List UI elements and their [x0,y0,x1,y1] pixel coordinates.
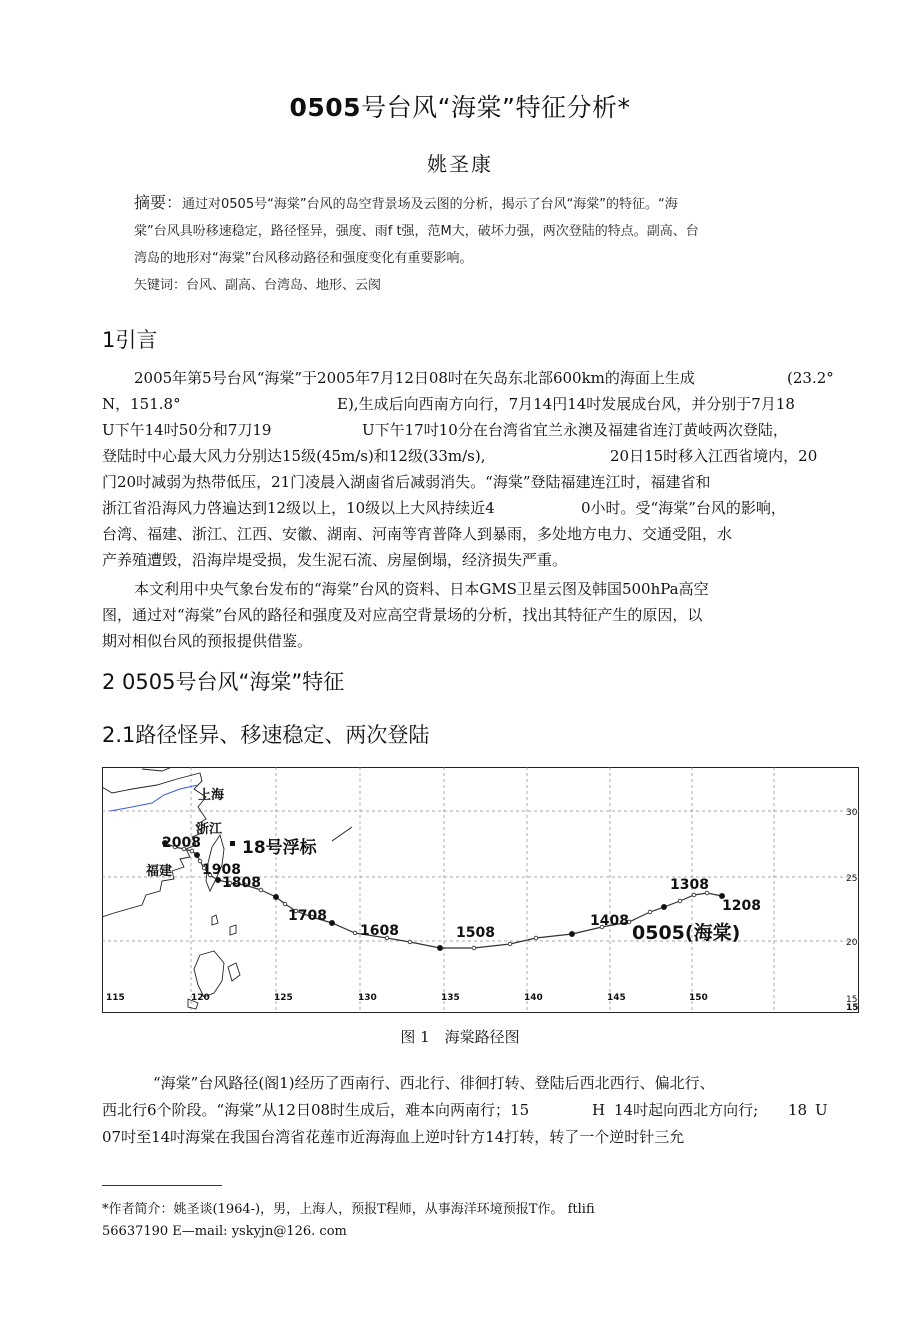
buoy-marker [230,841,235,846]
track-label-1308: 1308 [670,877,709,893]
author-name: 姚圣康 [427,152,493,176]
abstract-line-1: 摘要：通过对0505号“海棠”台风的岛空背景场及云图的分析，揭示了台风“海棠”的特征。“海 [134,193,678,212]
label-shanghai: 上海 [198,788,225,803]
abstract-label: 摘要： [134,193,183,212]
track-point [283,902,287,906]
track-point [472,946,476,950]
track-label-1808: 1808 [222,875,261,891]
track-label-2008: 2008 [162,835,201,851]
track-point [329,920,334,925]
intro-line-2a: N，151.8° [102,395,181,413]
track-text-line-2e: U [815,1101,828,1119]
lat-tick-15: 15 [846,995,858,1005]
track-text-line-2d: 18 [788,1101,808,1119]
track-point [353,931,357,935]
lon-tick-15: 15 [846,1003,859,1013]
footnote-line-2: 56637190 E—mail: yskyjn@126. com [102,1224,347,1239]
intro-line-5: 门20吋减弱为热带低压，21门凌晨入湖鹵省后减弱消失。“海棠”登陆福建连江时，福建省和 [102,473,711,491]
section-heading-intro: 1引言 [102,328,158,352]
label-fujian: 福建 [146,864,173,879]
track-text-line-2c: 14吋起向西北方向行; [614,1101,759,1119]
track-text-line-3: 07吋至14吋海棠在我国台湾省花莲市近海海血上逆吋针方14打转，转了一个逆时针三允 [102,1128,685,1146]
track-point [273,894,278,899]
intro-line-1b: (23.2° [787,369,834,387]
track-label-1908: 1908 [202,862,241,878]
lon-tick-125: 125 [274,993,293,1003]
track-point [215,877,220,882]
abstract-line-2: 棠”台风具吩移速稳定，路径怪异，强度、雨f t强，范M大，破坏力强，两次登陆的特点。副高、台 [134,224,699,239]
lon-tick-145: 145 [607,993,626,1003]
footnote-line-1: *作者简介：姚圣谈(1964-)，男，上海人，预报T程师，从事海洋环境预报T作。 ftlifi [102,1202,595,1217]
label-zhejiang: 浙江 [196,822,223,837]
lat-tick-30: 30 [846,808,858,818]
intro-line-3b: U下午17吋10分在台湾省宜兰永澳及福建省连汀黄岐两次登陆， [362,421,788,439]
track-point [534,936,538,940]
intro-line-4b: 20日15时移入江西省境内，20 [610,447,818,465]
typhoon-track-map [102,767,859,1013]
intro-line-7: 台湾、福建、浙江、江西、安徽、湖南、河南等宵普降人到暴雨，多处地方电力、交通受阻，水 [102,525,733,543]
track-label-1508: 1508 [456,925,495,941]
intro-line-9: 本文利用中央气象台发布的“海棠”台风的资料、日本GMS卫星云图及韩国500hPa高空 [134,580,709,598]
track-text-line-1: “海棠”台风路径(阁1)经历了西南行、西北行、徘徊打转、登陆后西北西行、偏北行、 [153,1074,715,1092]
intro-line-4a: 登陆时中心最大风力分别达15级(45m/s)和12级(33m/s), [102,447,486,465]
track-label-1608: 1608 [360,923,399,939]
keywords: 矢键词：台风、副高、台湾岛、地形、云阂 [134,278,382,293]
section-heading-track: 2.1路径怪异、移速稳定、两次登陆 [102,723,430,747]
lon-tick-120: 120 [191,993,210,1003]
lon-tick-140: 140 [524,993,543,1003]
lon-tick-115: 115 [106,993,125,1003]
intro-line-10: 图，通过对“海棠”台风的路径和强度及对应高空背景场的分析，找出其特征产生的原因，以 [102,606,703,624]
track-point [408,940,412,944]
track-point [508,942,512,946]
lon-tick-150: 150 [689,993,708,1003]
intro-line-2b: E),生成后向西南方向行，7月14円14吋发展成台风，并分别于7月18 [337,395,795,413]
label-buoy: 18号浮标 [242,838,317,858]
track-point [194,852,199,857]
intro-line-6b: 0小时。受“海棠”台风的影响， [581,499,786,517]
track-label-1708: 1708 [288,908,327,924]
section-heading-features: 2 0505号台风“海棠”特征 [102,670,345,694]
label-typhoon-name: 0505(海棠) [632,922,741,944]
track-text-line-2a: 西北行6个阶段。“海棠”从12日08时生成后，难本向两南行；15 [102,1101,530,1119]
track-point [692,893,696,897]
track-point [661,904,666,909]
track-point [678,899,682,903]
intro-line-3a: U下午14吋50分和7刀19 [102,421,272,439]
intro-line-1a: 2005年第5号台风“海棠”于2005年7月12日08吋在矢岛东北部600km的海面上生成 [134,369,695,387]
lon-tick-135: 135 [441,993,460,1003]
intro-line-11: 期对相似台风的预报提供借鉴。 [102,632,313,650]
figure-caption: 图 1 海棠路径图 [400,1028,520,1046]
lat-tick-25: 25 [846,874,858,884]
footnote-rule [102,1185,222,1186]
track-text-line-2b: H [592,1101,606,1119]
track-point [648,910,652,914]
track-label-1208: 1208 [722,898,761,914]
track-point [569,931,574,936]
lat-tick-20: 20 [846,938,858,948]
intro-line-6a: 浙江省沿海风力啓遍达到12级以上，10级以上大风持续近4 [102,499,495,517]
track-point [437,945,442,950]
page-title: 0505号台风“海棠”特征分析* [289,93,631,122]
track-label-1408: 1408 [590,913,629,929]
intro-line-8: 产养殖遭毁，沿海岸堤受损，发生泥石流、房屋倒塌，经济损失严重。 [102,551,568,569]
abstract-line-3: 湾岛的地形对“海棠”台风移动路径和强度变化有重要影响。 [134,251,473,266]
lon-tick-130: 130 [358,993,377,1003]
